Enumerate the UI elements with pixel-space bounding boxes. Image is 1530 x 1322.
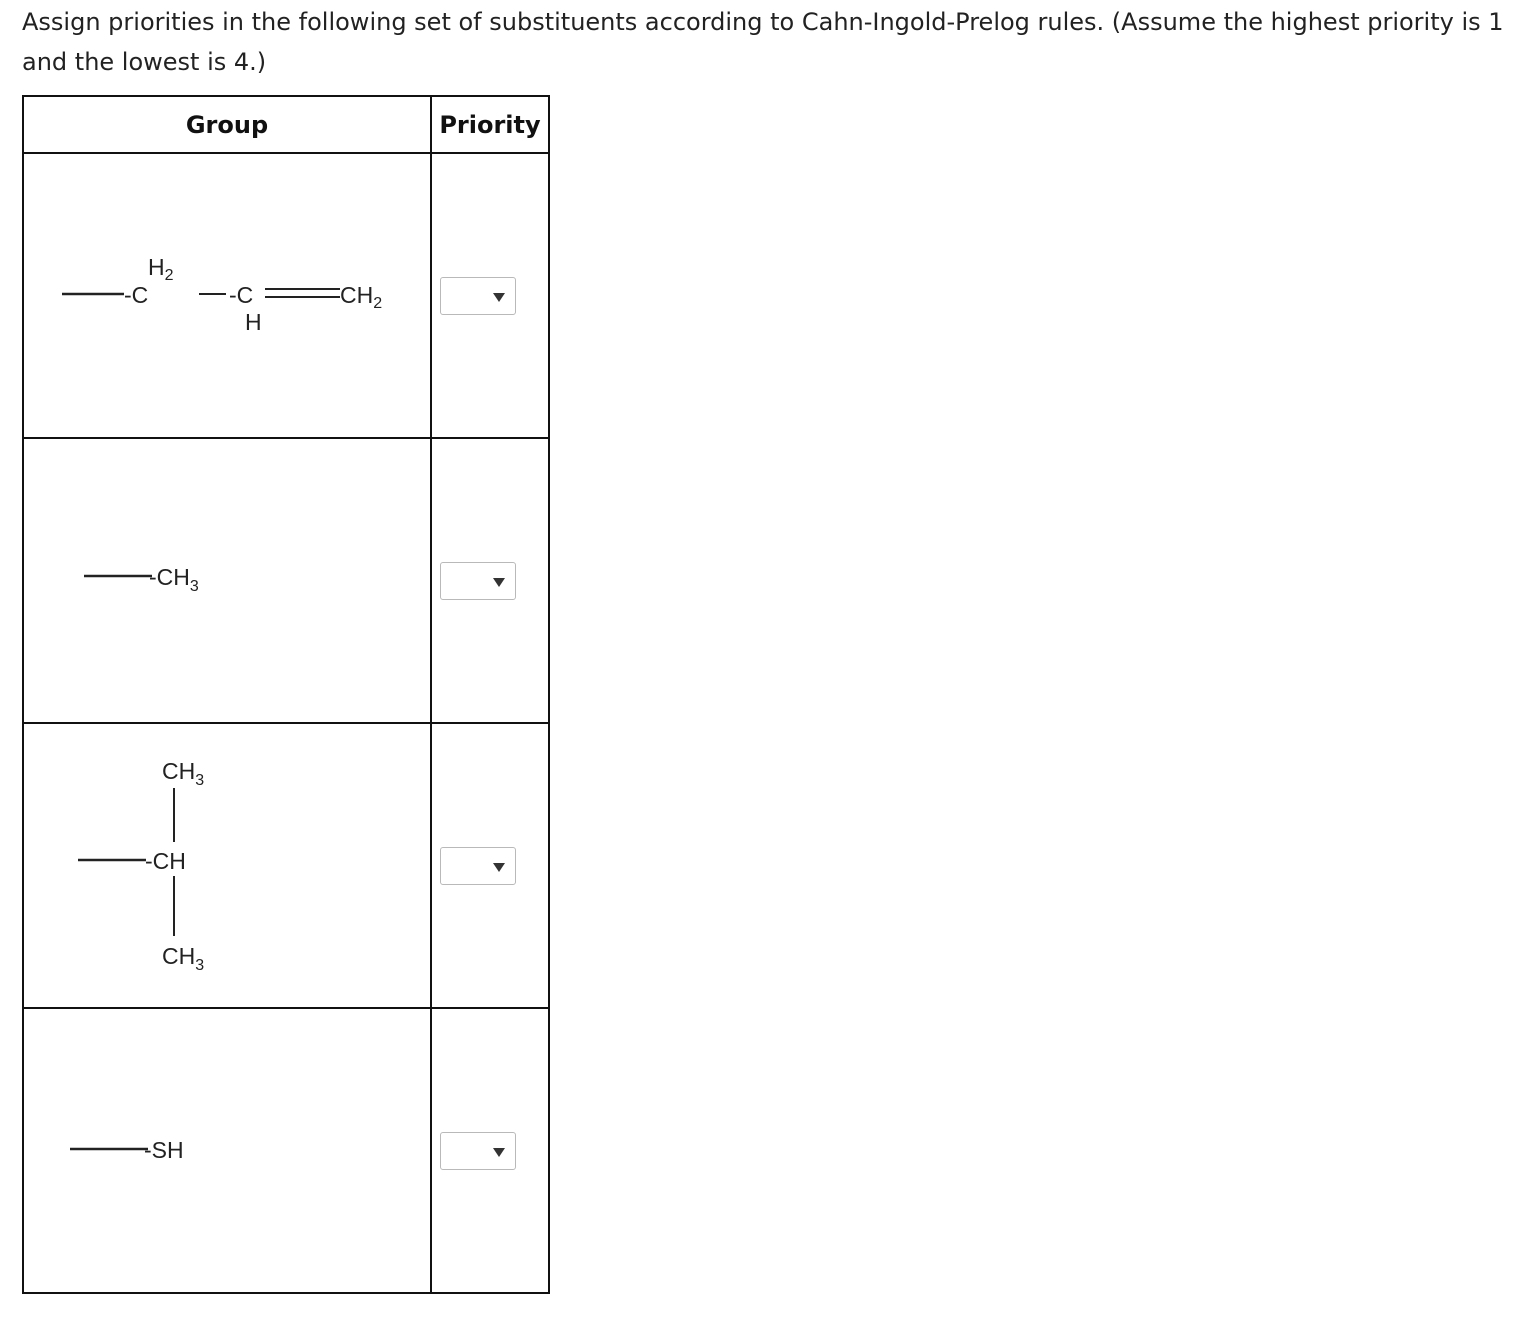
sh-label: -SH <box>144 1137 184 1163</box>
thiol-structure <box>24 1009 430 1292</box>
priority-cell <box>431 1008 549 1293</box>
table-row <box>23 438 549 723</box>
priority-cell <box>431 153 549 438</box>
group-cell-thiol <box>23 1008 431 1293</box>
group-cell-allyl <box>23 153 431 438</box>
methyl-structure <box>24 439 430 722</box>
ch-label: -CH <box>145 848 186 874</box>
ch-carbon-label: -C <box>229 282 254 308</box>
ch2-carbon-label: -C <box>124 282 149 308</box>
chevron-down-icon <box>493 863 505 872</box>
h-below-label: H <box>245 309 262 335</box>
question-text: Assign priorities in the following set of substituents according to Cahn-Ingold-Prelog rules. (Assume the highest priority is 1 and the lowest is 4.) <box>22 8 1504 76</box>
allyl-structure <box>24 154 430 437</box>
priority-column-header: Priority <box>431 96 549 153</box>
chevron-down-icon <box>493 1148 505 1157</box>
priority-table <box>22 95 550 1294</box>
h2-label: $H_2$ <box>148 254 174 284</box>
table-row <box>23 723 549 1008</box>
group-cell-methyl <box>23 438 431 723</box>
table-header-row <box>23 96 549 153</box>
priority-cell <box>431 723 549 1008</box>
terminal-ch2-label: $CH_2$ <box>340 282 383 312</box>
table-row <box>23 153 549 438</box>
isopropyl-structure <box>24 724 430 1007</box>
ch3-label: $-CH_3$ <box>149 564 199 595</box>
priority-select[interactable] <box>440 277 516 315</box>
group-cell-isopropyl <box>23 723 431 1008</box>
priority-select[interactable] <box>440 847 516 885</box>
priority-cell <box>431 438 549 723</box>
top-ch3-label: $CH_3$ <box>162 758 205 789</box>
group-column-header: Group <box>23 96 431 153</box>
priority-select[interactable] <box>440 562 516 600</box>
chevron-down-icon <box>493 578 505 587</box>
priority-select[interactable] <box>440 1132 516 1170</box>
bottom-ch3-label: $CH_3$ <box>162 943 205 974</box>
chevron-down-icon <box>493 293 505 302</box>
table-row <box>23 1008 549 1293</box>
